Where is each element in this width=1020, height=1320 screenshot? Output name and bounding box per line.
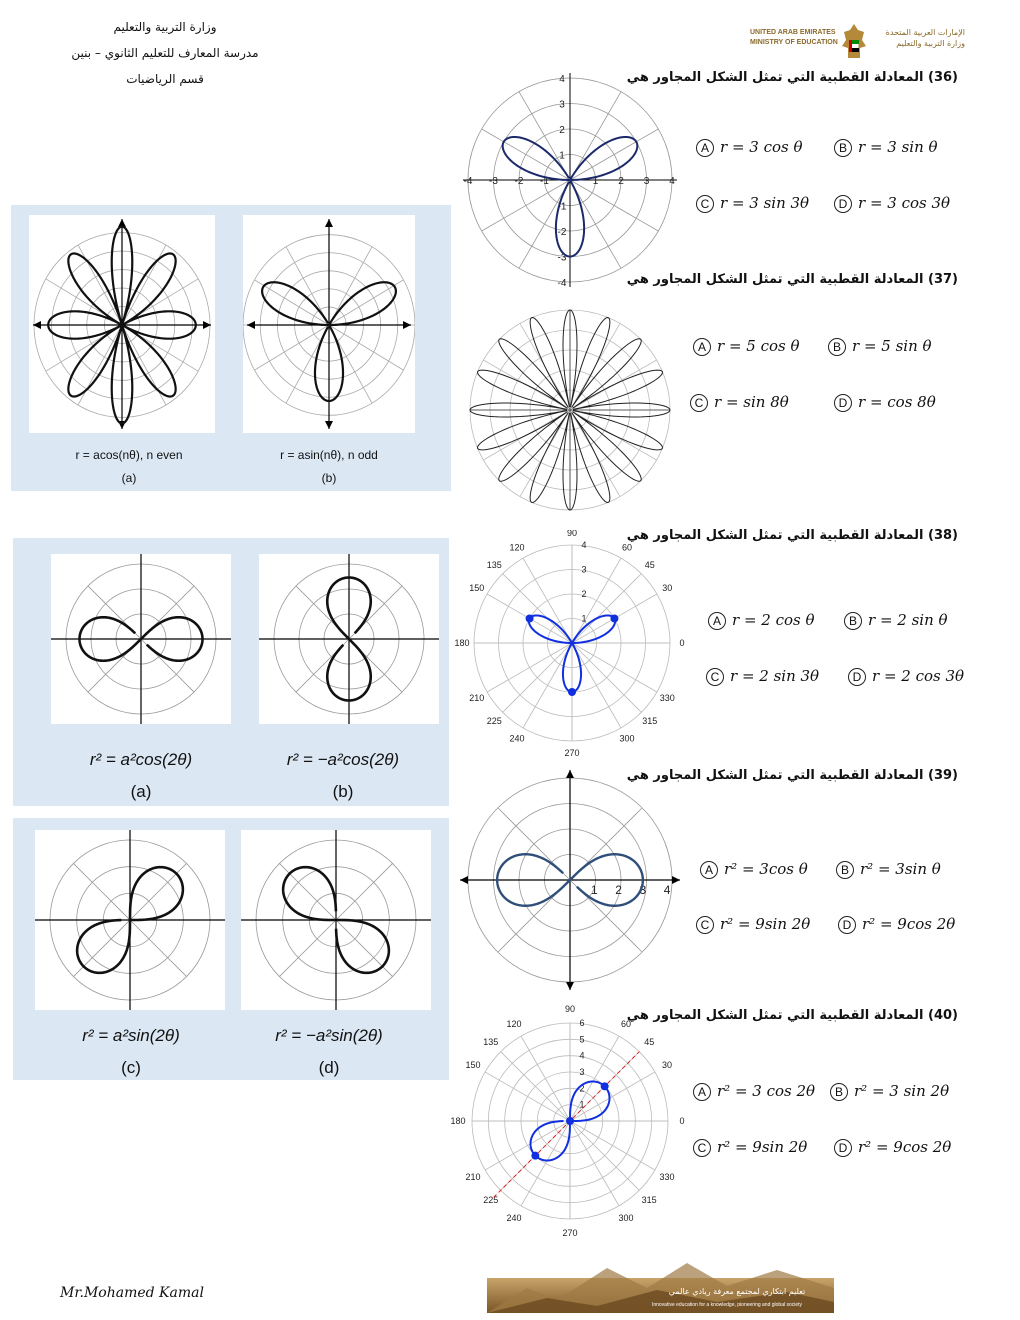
q36-graph bbox=[455, 68, 685, 288]
angle-label: 0 bbox=[679, 1116, 685, 1126]
angle-label: 330 bbox=[659, 1172, 675, 1182]
lem-d-label: (d) bbox=[318, 1058, 340, 1077]
q36-option-d[interactable]: D r = 3 cos 3θ bbox=[834, 194, 950, 213]
rose-even-box bbox=[29, 215, 215, 433]
grid-spoke bbox=[570, 92, 621, 180]
radius-label: 5 bbox=[579, 1034, 585, 1045]
option-letter-b: B bbox=[844, 612, 862, 630]
lem-b-box bbox=[259, 554, 439, 724]
arrow-right-icon bbox=[672, 876, 680, 884]
grid-spoke bbox=[570, 1121, 639, 1190]
q36-option-b[interactable]: B r = 3 sin θ bbox=[834, 138, 938, 157]
option-letter-a: A bbox=[693, 338, 711, 356]
grid-spoke bbox=[485, 1072, 570, 1121]
q38-option-d[interactable]: D r = 2 cos 3θ bbox=[848, 667, 964, 686]
option-letter-b: B bbox=[834, 139, 852, 157]
department-name: قسم الرياضيات bbox=[126, 72, 204, 86]
angle-label: 225 bbox=[483, 1195, 499, 1206]
arrow-right-icon bbox=[403, 321, 411, 329]
radius-label: 2 bbox=[579, 1083, 585, 1094]
rose-reference-panel bbox=[11, 205, 451, 491]
grid-spoke bbox=[570, 129, 658, 180]
grid-spoke bbox=[570, 1121, 655, 1170]
angle-label: 180 bbox=[450, 1116, 466, 1126]
q37-option-a[interactable]: A r = 5 cos θ bbox=[693, 337, 800, 356]
q39-option-d[interactable]: D r² = 9cos 2θ bbox=[838, 915, 955, 934]
lemniscate-cos-panel bbox=[13, 538, 449, 806]
angle-label: 150 bbox=[465, 1060, 481, 1070]
q40-option-c[interactable]: C r² = 9sin 2θ bbox=[693, 1138, 807, 1157]
arrow-down-icon bbox=[566, 982, 574, 990]
angle-label: 60 bbox=[621, 542, 633, 553]
lemniscate-sin-panel bbox=[13, 818, 449, 1080]
angle-label: 315 bbox=[642, 715, 658, 726]
grid-spoke bbox=[130, 863, 187, 920]
grid-spoke bbox=[570, 1121, 619, 1206]
option-letter-a: A bbox=[693, 1083, 711, 1101]
angle-label: 135 bbox=[483, 1036, 499, 1047]
grid-spoke bbox=[130, 920, 187, 977]
x-tick-label: 2 bbox=[615, 883, 622, 897]
option-letter-d: D bbox=[834, 394, 852, 412]
lem-c-caption: r² = a²sin(2θ) bbox=[82, 1026, 180, 1045]
angle-label: 315 bbox=[641, 1195, 657, 1206]
q38-graph bbox=[450, 530, 690, 760]
falcon-emblem-icon bbox=[838, 22, 870, 62]
grid-spoke bbox=[503, 643, 572, 712]
angle-label: 225 bbox=[486, 715, 502, 726]
angle-label: 270 bbox=[564, 748, 580, 758]
grid-spoke bbox=[572, 643, 641, 712]
angle-label: 135 bbox=[486, 560, 502, 571]
lem-a-box bbox=[51, 554, 231, 724]
x-tick-label: -1 bbox=[540, 176, 549, 187]
lem-b-graph bbox=[259, 554, 439, 724]
angle-label: 90 bbox=[564, 1004, 576, 1014]
grid-spoke bbox=[73, 920, 130, 977]
y-tick-label: -3 bbox=[557, 252, 567, 264]
q39-graph bbox=[455, 765, 685, 995]
angle-label: 270 bbox=[562, 1228, 578, 1238]
x-tick-label: 3 bbox=[643, 176, 650, 187]
uae-arabic-text: الإمارات العربية المتحدة وزارة التربية والتعليم bbox=[885, 28, 965, 48]
angle-label: 240 bbox=[506, 1212, 522, 1223]
grid-spoke bbox=[255, 325, 329, 370]
q39-option-c[interactable]: C r² = 9sin 2θ bbox=[696, 915, 810, 934]
q40-option-a[interactable]: A r² = 3 cos 2θ bbox=[693, 1082, 815, 1101]
angle-label: 30 bbox=[661, 1060, 673, 1070]
radius-label: 6 bbox=[579, 1018, 585, 1028]
angle-label: 60 bbox=[620, 1019, 632, 1030]
lemniscate-point bbox=[531, 1152, 539, 1160]
angle-label: 0 bbox=[679, 638, 685, 648]
radius-label: 1 bbox=[579, 1099, 585, 1110]
lem-b-label: (b) bbox=[332, 782, 354, 801]
uae-english-text: UNITED ARAB EMIRATES MINISTRY OF EDUCATION bbox=[750, 29, 838, 46]
angle-label: 300 bbox=[618, 1212, 634, 1223]
x-tick-label: 4 bbox=[669, 176, 675, 187]
lem-c-graph bbox=[35, 830, 225, 1010]
petal-tip-point bbox=[526, 615, 534, 623]
q39-option-b[interactable]: B r² = 3sin θ bbox=[836, 860, 941, 879]
q40-option-d[interactable]: D r² = 9cos 2θ bbox=[834, 1138, 951, 1157]
q37-graph bbox=[462, 302, 682, 520]
uae-logo bbox=[750, 22, 965, 64]
q40-graph bbox=[440, 1003, 690, 1243]
grid-spoke bbox=[572, 643, 657, 692]
radius-label: 3 bbox=[581, 564, 587, 575]
angle-label: 240 bbox=[509, 733, 525, 744]
option-letter-a: A bbox=[696, 139, 714, 157]
grid-spoke bbox=[570, 1036, 619, 1121]
angle-label: 90 bbox=[566, 530, 578, 538]
radius-label: 3 bbox=[579, 1067, 585, 1077]
arrow-up-icon bbox=[325, 219, 333, 227]
grid-spoke bbox=[329, 325, 403, 370]
rose-odd-graph bbox=[243, 215, 415, 433]
arrow-up-icon bbox=[566, 770, 574, 778]
ministry-name: وزارة التربية والتعليم bbox=[113, 20, 217, 34]
q37-option-d[interactable]: D r = cos 8θ bbox=[834, 393, 936, 412]
lem-d-graph bbox=[241, 830, 431, 1010]
lem-a-caption: r² = a²cos(2θ) bbox=[89, 750, 193, 769]
lem-c-label: (c) bbox=[121, 1058, 141, 1077]
lem-c-box bbox=[35, 830, 225, 1010]
q40-title: (40) المعادلة القطبية التي تمثل الشكل المجاور هي bbox=[626, 1008, 958, 1023]
grid-spoke bbox=[279, 920, 336, 977]
lemniscate-point bbox=[601, 1082, 609, 1090]
angle-label: 30 bbox=[662, 583, 673, 593]
q36-option-a[interactable]: A r = 3 cos θ bbox=[696, 138, 803, 157]
angle-label: 150 bbox=[469, 583, 485, 593]
q40-option-b[interactable]: B r² = 3 sin 2θ bbox=[830, 1082, 949, 1101]
x-tick-label: 4 bbox=[663, 883, 671, 897]
rose-even-graph bbox=[29, 215, 215, 433]
radius-label: 1 bbox=[581, 613, 587, 624]
x-tick-label: 2 bbox=[618, 176, 624, 187]
angle-label: 120 bbox=[506, 1019, 522, 1030]
grid-spoke bbox=[482, 129, 570, 180]
rose-odd-label: (b) bbox=[321, 471, 337, 485]
q39-title: (39) المعادلة القطبية التي تمثل الشكل المجاور هي bbox=[626, 768, 958, 783]
option-letter-d: D bbox=[848, 668, 866, 686]
rose-even-caption: r = acos(nθ), n even bbox=[75, 448, 183, 462]
grid-spoke bbox=[336, 920, 393, 977]
grid-spoke bbox=[336, 863, 393, 920]
q38-title: (38) المعادلة القطبية التي تمثل الشكل المجاور هي bbox=[626, 528, 958, 543]
grid-spoke bbox=[523, 558, 572, 643]
y-tick-label: 3 bbox=[559, 99, 565, 111]
grid-spoke bbox=[279, 863, 336, 920]
x-tick-label: 3 bbox=[639, 883, 647, 897]
q38-option-b[interactable]: B r = 2 sin θ bbox=[844, 611, 948, 630]
option-letter-c: C bbox=[696, 916, 714, 934]
option-letter-b: B bbox=[828, 338, 846, 356]
y-tick-label: 4 bbox=[559, 74, 565, 85]
option-letter-b: B bbox=[836, 861, 854, 879]
rose-even-label: (a) bbox=[121, 471, 137, 485]
radius-label: 4 bbox=[581, 540, 587, 550]
petal-tip-point bbox=[610, 615, 618, 623]
grid-spoke bbox=[570, 180, 621, 268]
x-tick-label: 1 bbox=[592, 176, 599, 187]
school-name: مدرسة المعارف للتعليم الثانوي – بنين bbox=[71, 46, 259, 60]
q37-title: (37) المعادلة القطبية التي تمثل الشكل المجاور هي bbox=[626, 272, 958, 287]
option-letter-c: C bbox=[706, 668, 724, 686]
grid-spoke bbox=[487, 643, 572, 692]
vision-banner bbox=[487, 1258, 834, 1313]
option-letter-d: D bbox=[838, 916, 856, 934]
arrow-left-icon bbox=[247, 321, 255, 329]
x-tick-label: 1 bbox=[590, 883, 598, 897]
author-signature: Mr.Mohamed Kamal bbox=[60, 1285, 204, 1301]
radius-label: 4 bbox=[579, 1050, 585, 1061]
grid-spoke bbox=[570, 1072, 655, 1121]
angle-label: 300 bbox=[619, 733, 635, 744]
x-tick-label: -2 bbox=[514, 176, 524, 187]
y-tick-label: -4 bbox=[557, 278, 567, 288]
angle-label: 120 bbox=[509, 542, 525, 553]
grid-spoke bbox=[501, 1052, 570, 1121]
rose-odd-caption: r = asin(nθ), n odd bbox=[280, 448, 378, 462]
x-tick-label: -3 bbox=[489, 176, 498, 187]
banner-english: Innovative education for a knowledge, pioneering and global society bbox=[651, 1302, 803, 1308]
grid-spoke bbox=[485, 1121, 570, 1170]
y-tick-label: 2 bbox=[559, 125, 565, 136]
q37-option-c[interactable]: C r = sin 8θ bbox=[690, 393, 789, 412]
radius-label: 2 bbox=[581, 589, 587, 599]
rose-odd-box bbox=[243, 215, 415, 433]
petal-tip-point bbox=[568, 688, 576, 696]
lem-b-caption: r² = −a²cos(2θ) bbox=[286, 750, 400, 769]
q38-option-a[interactable]: A r = 2 cos θ bbox=[708, 611, 815, 630]
y-tick-label: -1 bbox=[557, 201, 567, 213]
arrow-left-icon bbox=[460, 876, 468, 884]
option-letter-c: C bbox=[693, 1139, 711, 1157]
angle-label: 180 bbox=[454, 638, 470, 648]
option-letter-d: D bbox=[834, 195, 852, 213]
angle-label: 210 bbox=[465, 1172, 481, 1182]
option-letter-b: B bbox=[830, 1083, 848, 1101]
lem-d-box bbox=[241, 830, 431, 1010]
grid-spoke bbox=[521, 1036, 570, 1121]
option-letter-a: A bbox=[708, 612, 726, 630]
lem-a-graph bbox=[51, 554, 231, 724]
grid-spoke bbox=[73, 863, 130, 920]
banner-arabic: تعليم ابتكاري لمجتمع معرفة ريادي عالمي bbox=[668, 1287, 806, 1296]
option-letter-c: C bbox=[690, 394, 708, 412]
q38-option-c[interactable]: C r = 2 sin 3θ bbox=[706, 667, 819, 686]
grid-spoke bbox=[572, 558, 621, 643]
angle-label: 330 bbox=[659, 693, 675, 703]
x-tick-label: -4 bbox=[463, 176, 473, 187]
q36-option-c[interactable]: C r = 3 sin 3θ bbox=[696, 194, 809, 213]
option-letter-c: C bbox=[696, 195, 714, 213]
lemniscate-point bbox=[566, 1117, 574, 1125]
option-letter-a: A bbox=[700, 861, 718, 879]
arrow-down-icon bbox=[325, 421, 333, 429]
option-letter-d: D bbox=[834, 1139, 852, 1157]
y-tick-label: -2 bbox=[557, 227, 567, 238]
angle-label: 45 bbox=[644, 560, 655, 571]
lem-d-caption: r² = −a²sin(2θ) bbox=[275, 1026, 383, 1045]
grid-spoke bbox=[521, 1121, 570, 1206]
q37-option-b[interactable]: B r = 5 sin θ bbox=[828, 337, 932, 356]
q36-title: (36) المعادلة القطبية التي تمثل الشكل المجاور هي bbox=[626, 70, 958, 85]
angle-label: 45 bbox=[644, 1036, 655, 1047]
angle-label: 210 bbox=[469, 693, 485, 703]
lem-a-label: (a) bbox=[130, 782, 152, 801]
symmetry-line bbox=[494, 1052, 640, 1198]
y-tick-label: 1 bbox=[559, 150, 565, 162]
q39-option-a[interactable]: A r² = 3cos θ bbox=[700, 860, 808, 879]
